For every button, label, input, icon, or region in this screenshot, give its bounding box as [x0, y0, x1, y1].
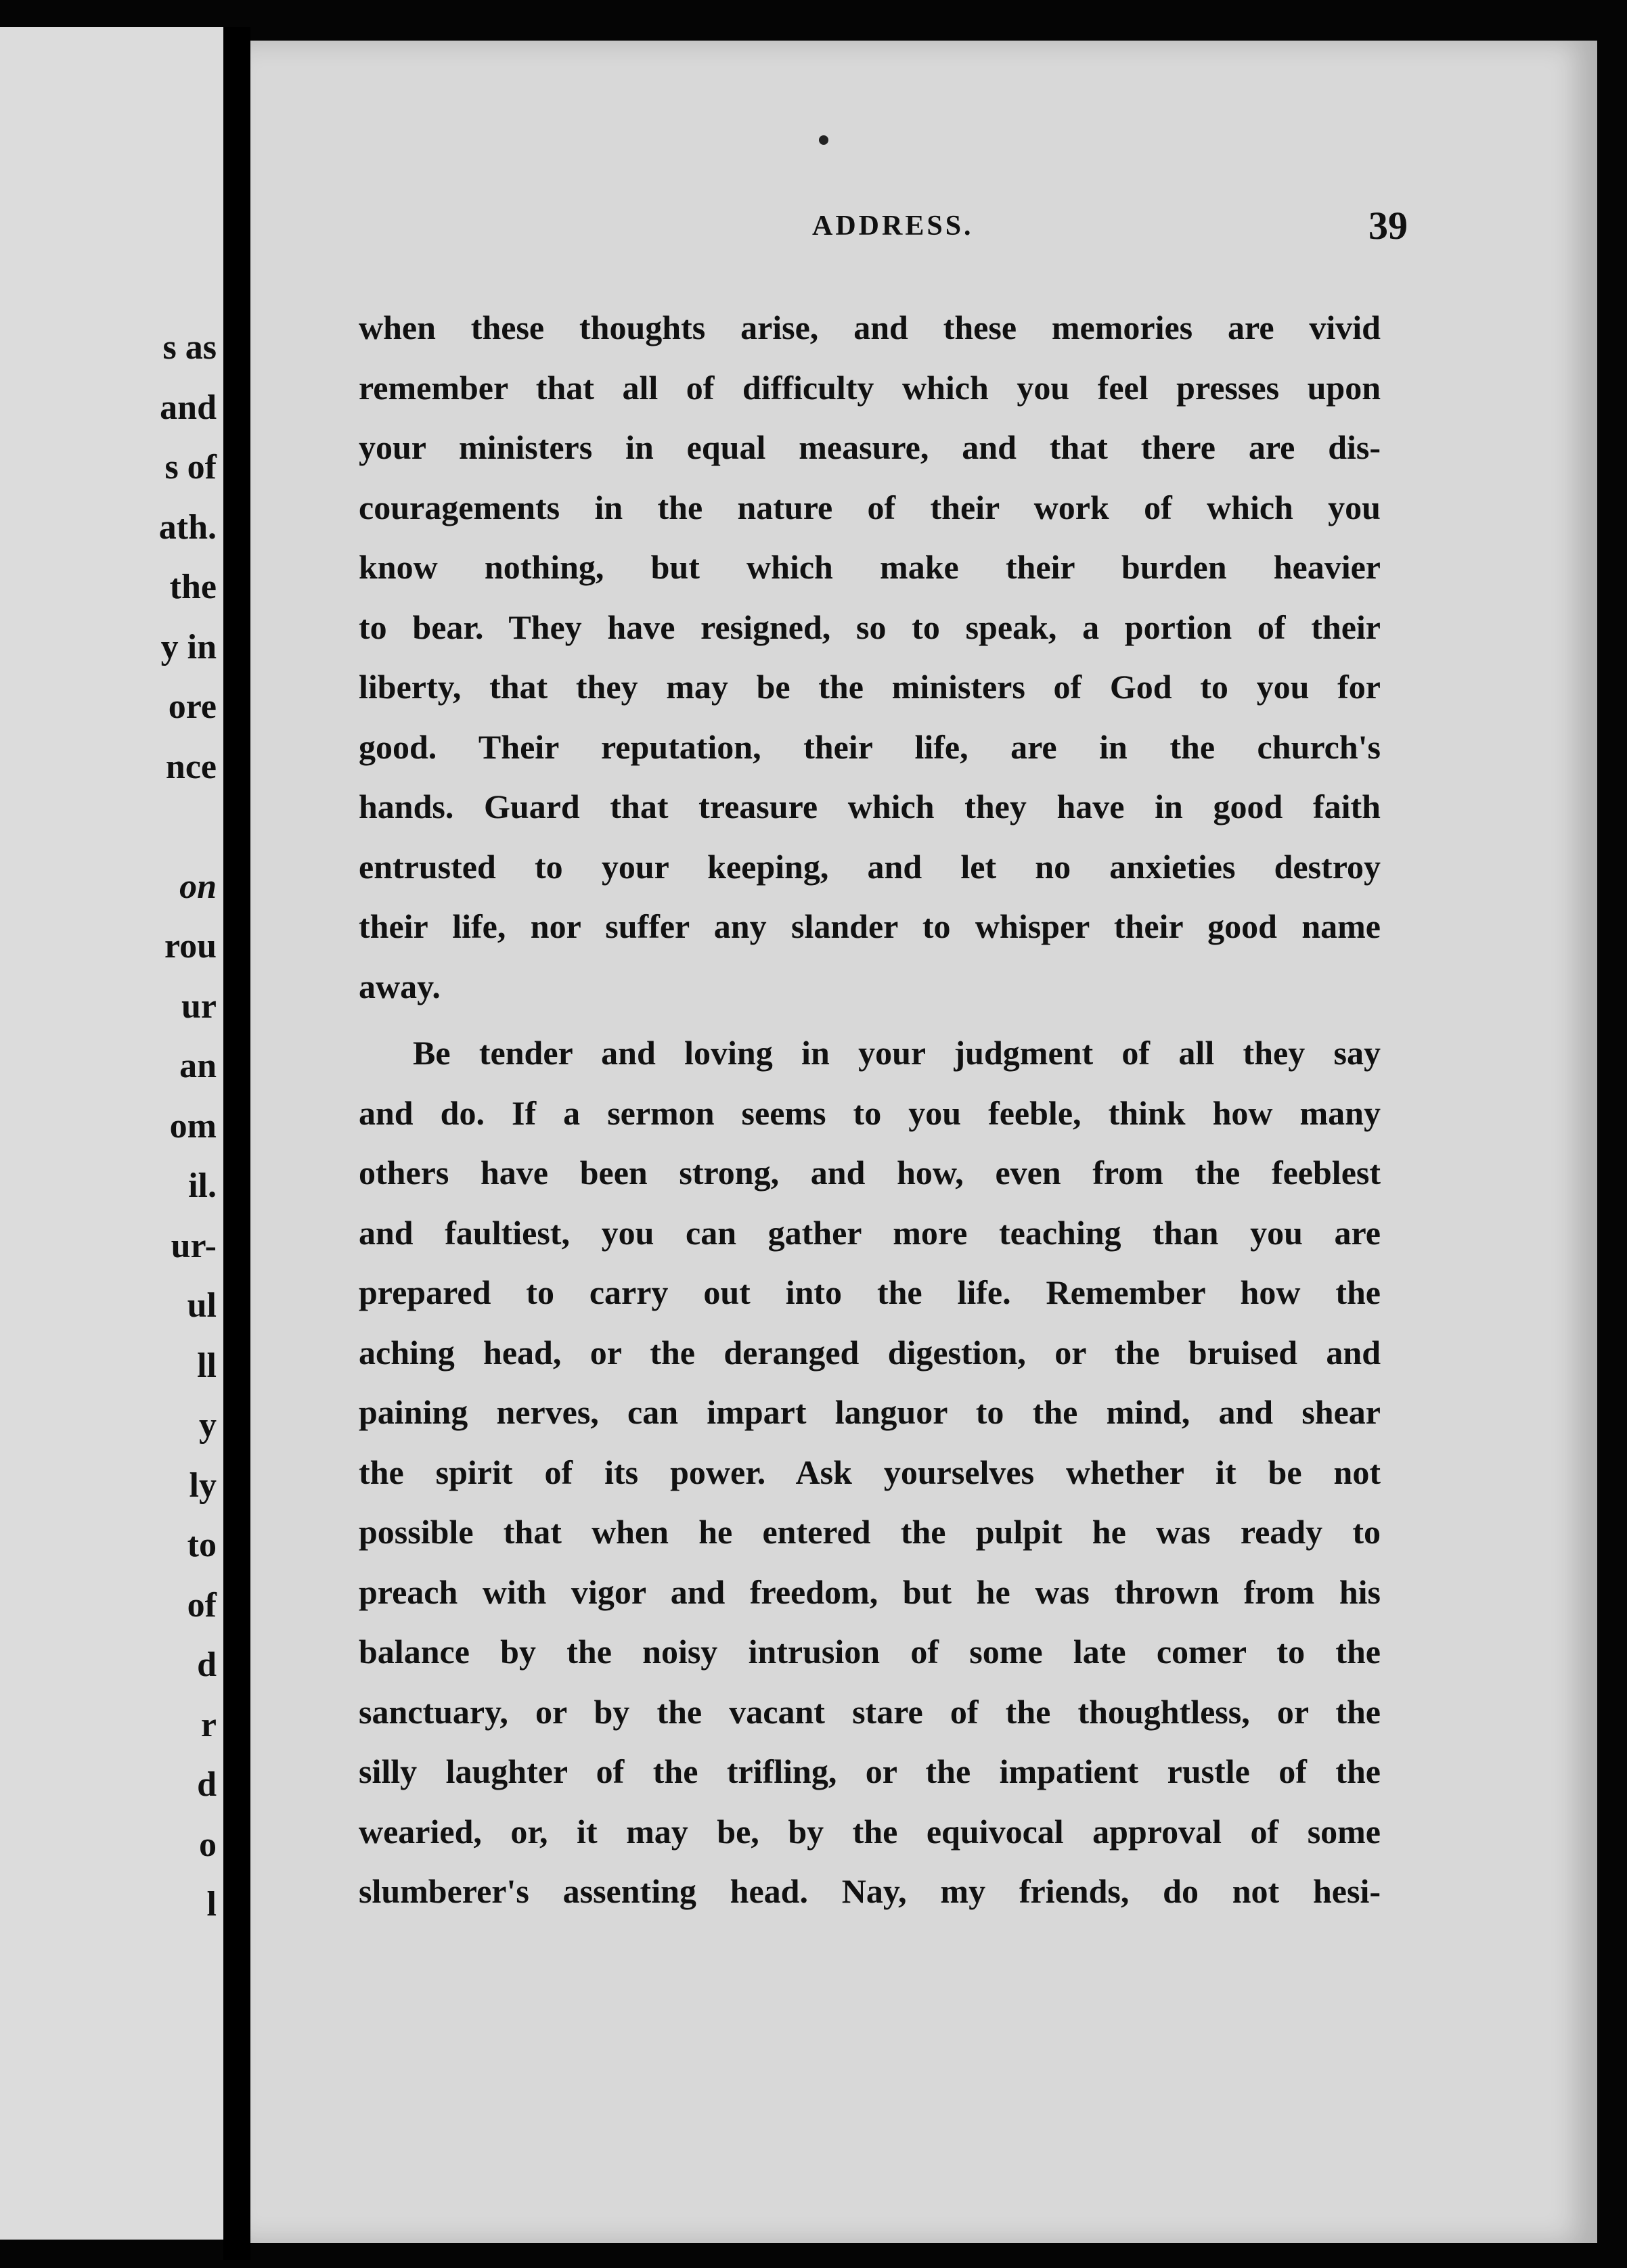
page-number: 39: [1368, 204, 1408, 248]
facing-page-fragment: d: [197, 1765, 217, 1804]
facing-page-fragment: ore: [168, 687, 217, 726]
text-line: balance by the noisy intrusion of some late comer to the: [359, 1633, 1381, 1671]
facing-page-fragment: y: [199, 1406, 217, 1445]
facing-page-fragment: ur-: [171, 1226, 217, 1265]
paragraph: [359, 1023, 1381, 1922]
running-header: [562, 203, 1408, 264]
text-line: couragements in the nature of their work of which you: [359, 488, 1381, 526]
facing-page-fragment: d: [197, 1646, 217, 1684]
facing-page-fragment: ur: [181, 986, 217, 1026]
facing-page-fragment: ul: [187, 1286, 217, 1325]
text-line: and do. If a sermon seems to you feeble, think how many: [359, 1093, 1381, 1132]
text-line: silly laughter of the trifling, or the impatient rustle of the: [359, 1752, 1381, 1790]
facing-page-fragment: il.: [188, 1166, 217, 1205]
text-line: liberty, that they may be the ministers of God to you for: [359, 668, 1381, 706]
text-line: preach with vigor and freedom, but he was thrown from his: [359, 1572, 1381, 1611]
facing-page-fragment: om: [169, 1106, 217, 1146]
text-line: to bear. They have resigned, so to speak, a portion of their: [359, 608, 1381, 646]
paragraph-spacer: [359, 1016, 1381, 1023]
text-line: aching head, or the deranged digestion, or the bruised and: [359, 1333, 1381, 1371]
facing-page-text-fragments: [0, 318, 217, 1935]
book-gutter: [223, 27, 250, 2260]
text-line: possible that when he entered the pulpit he was ready to: [359, 1513, 1381, 1551]
text-line: good. Their reputation, their life, are in the church's: [359, 727, 1381, 766]
text-line: sanctuary, or by the vacant stare of the thoughtless, or the: [359, 1692, 1381, 1731]
text-line: and faultiest, you can gather more teaching than you are: [359, 1213, 1381, 1252]
text-line: their life, nor suffer any slander to whisper their good name: [359, 907, 1381, 945]
facing-page-fragment: of: [187, 1585, 217, 1625]
facing-page-fragment: to: [187, 1526, 217, 1564]
facing-page-fragment: r: [200, 1705, 217, 1744]
facing-page-fragment: y in: [160, 627, 217, 666]
facing-page-fragment: ath.: [158, 507, 217, 547]
facing-page-fragment: s as: [162, 328, 217, 367]
text-line: slumberer's assenting head. Nay, my friends, do not hesi-: [359, 1872, 1381, 1910]
page-body-text: [359, 298, 1381, 1922]
ink-speck: [819, 135, 828, 145]
facing-page-left: [0, 27, 223, 2240]
text-line: entrusted to your keeping, and let no anxieties destroy: [359, 847, 1381, 886]
text-line: away.: [359, 967, 441, 1005]
facing-page-fragment: nce: [165, 747, 217, 786]
facing-page-fragment: ll: [197, 1346, 217, 1385]
text-line: the spirit of its power. Ask yourselves whether it be not: [359, 1453, 1381, 1491]
facing-page-fragment: on: [179, 867, 217, 906]
facing-page-fragment: o: [199, 1825, 217, 1864]
facing-page-fragment: l: [206, 1885, 217, 1924]
text-line: remember that all of difficulty which you feel presses upon: [359, 368, 1381, 407]
facing-page-fragment: the: [169, 568, 217, 606]
text-line: prepared to carry out into the life. Remember how the: [359, 1273, 1381, 1311]
facing-page-fragment: [0, 797, 217, 857]
text-line: hands. Guard that treasure which they have in good faith: [359, 788, 1381, 825]
text-line: others have been strong, and how, even from the feeblest: [359, 1154, 1381, 1192]
facing-page-fragment: and: [160, 388, 217, 427]
paragraph: [359, 298, 1381, 1016]
facing-page-fragment: an: [179, 1047, 217, 1085]
text-line: paining nerves, can impart languor to the mind, and shear: [359, 1393, 1381, 1431]
text-line: your ministers in equal measure, and that there are dis-: [359, 428, 1381, 466]
running-head-title: ADDRESS.: [812, 210, 974, 242]
facing-page-fragment: rou: [164, 927, 217, 966]
text-line: wearied, or, it may be, by the equivocal approval of some: [359, 1812, 1381, 1851]
text-line: Be tender and loving in your judgment of all they say: [413, 1034, 1381, 1072]
text-line: know nothing, but which make their burden heavier: [359, 548, 1381, 586]
facing-page-fragment: s of: [164, 448, 217, 486]
facing-page-fragment: ly: [189, 1466, 217, 1505]
text-line: when these thoughts arise, and these memories are vivid: [359, 309, 1381, 346]
